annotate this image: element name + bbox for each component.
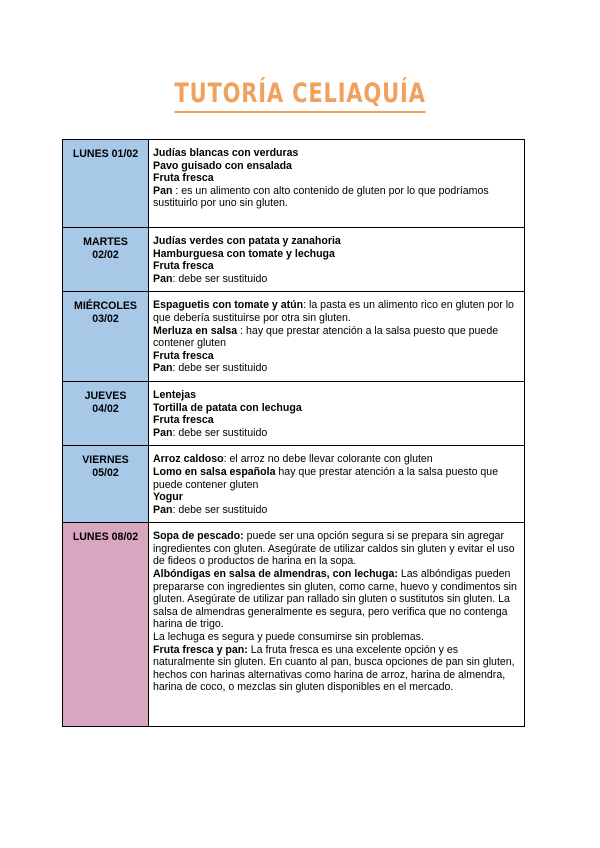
day-cell: LUNES 08/02 — [63, 523, 149, 727]
day-cell: LUNES 01/02 — [63, 140, 149, 228]
menu-line: Judías verdes con patata y zanahoria — [153, 235, 341, 247]
day-label: MIÉRCOLES — [74, 300, 137, 313]
menu-line: Merluza en salsa : hay que prestar atención a la salsa puesto que puede contener gluten — [153, 324, 499, 350]
day-date: 05/02 — [92, 466, 119, 479]
menu-line: Pan : es un alimento con alto contenido de gluten por lo que podríamos sustituirlo por uno sin gluten. — [153, 184, 489, 210]
day-label: VIERNES — [82, 454, 129, 467]
menu-cell — [149, 292, 525, 382]
day-cell — [63, 228, 149, 292]
menu-line: Fruta fresca — [153, 260, 214, 273]
menu-line: Judías blancas con verduras — [153, 147, 299, 159]
menu-line: Arroz caldoso: el arroz no debe llevar colorante con gluten — [153, 453, 433, 466]
menu-table — [62, 139, 525, 727]
menu-line: Yogur — [153, 491, 183, 504]
day-label: JUEVES — [84, 389, 127, 402]
menu-cell — [149, 446, 525, 523]
menu-line: Fruta fresca — [153, 414, 214, 427]
menu-line: Tortilla de patata con lechuga — [153, 401, 302, 414]
menu-line: Fruta fresca — [153, 349, 214, 362]
menu-line: Albóndigas en salsa de almendras, con lechuga: Las albóndigas pueden prepararse con ingredientes sin gluten, como carne, huevo y condimentos sin gluten. Asegúrate de utilizar pan rallado sin gluten o sustitutos sin gluten. La salsa de almendras generalmente es segura, pero verifica que no contenga harina de trigo. — [153, 568, 517, 631]
day-date: 04/02 — [92, 402, 119, 415]
table-row — [63, 446, 525, 523]
day-date: 02/02 — [92, 248, 119, 261]
table-row — [63, 228, 525, 292]
page-title-wrapper — [0, 78, 600, 113]
menu-line: Lomo en salsa española hay que prestar atención a la salsa puesto que puede contener gluten — [153, 465, 499, 491]
day-date: 03/02 — [92, 312, 119, 325]
table-row — [63, 140, 525, 228]
menu-line: Pan: debe ser sustituido — [153, 272, 268, 285]
menu-line: Hamburguesa con tomate y lechuga — [153, 247, 335, 260]
table-row — [63, 292, 525, 382]
day-cell — [63, 446, 149, 523]
menu-cell — [149, 381, 525, 445]
day-label: MARTES — [83, 236, 128, 248]
day-cell — [63, 292, 149, 382]
table-row — [63, 381, 525, 445]
menu-line: Pan: debe ser sustituido — [153, 362, 268, 375]
menu-line: Fruta fresca y pan: La fruta fresca es una excelente opción y es naturalmente sin gluten. En cuanto al pan, busca opciones de pan sin gluten, hechos con harinas alternativas como harina de arroz, harina de almendra, harina de coco, o mezclas sin gluten disponibles en el mercado. — [153, 643, 515, 694]
menu-line: Lentejas — [153, 388, 196, 401]
menu-line: Pan: debe ser sustituido — [153, 503, 268, 516]
page-title: TUTORÍA CELIAQUÍA — [174, 78, 425, 113]
table-row — [63, 523, 525, 727]
menu-line: Sopa de pescado: puede ser una opción segura si se prepara sin agregar ingredientes con gluten. Asegúrate de utilizar caldos sin gluten y evitar el uso de fideos o productos de harina en la sopa. — [153, 530, 515, 568]
menu-line: La lechuga es segura y puede consumirse sin problemas. — [153, 631, 424, 644]
menu-line: Pavo guisado con ensalada — [153, 159, 292, 172]
menu-line: Espaguetis con tomate y atún: la pasta es un alimento rico en gluten por lo que debería sustituirse por otra sin gluten. — [153, 299, 514, 324]
menu-cell — [149, 140, 525, 228]
menu-line: Pan: debe ser sustituido — [153, 426, 268, 439]
menu-cell — [149, 228, 525, 292]
menu-cell — [149, 523, 525, 727]
menu-line: Fruta fresca — [153, 172, 214, 185]
day-cell — [63, 381, 149, 445]
